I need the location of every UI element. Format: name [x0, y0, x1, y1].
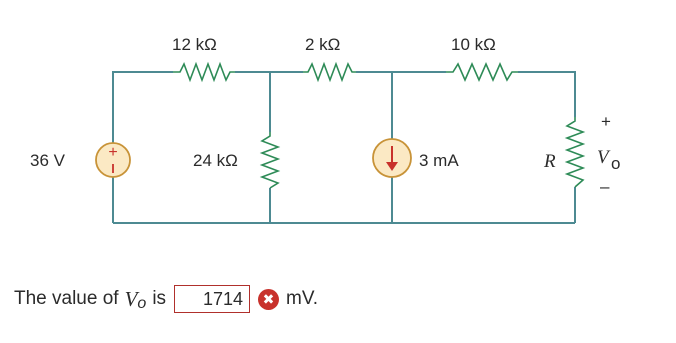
answer-line	[14, 282, 318, 316]
label-r-top-left: 12 kΩ	[172, 35, 217, 54]
label-r-top-right: 10 kΩ	[451, 35, 496, 54]
answer-symbol-sub: o	[137, 295, 147, 312]
answer-symbol: V	[124, 286, 138, 311]
resistor-R	[567, 117, 583, 187]
label-r-shunt: 24 kΩ	[193, 151, 238, 170]
label-r-top-mid: 2 kΩ	[305, 35, 341, 54]
answer-prompt: The value of	[14, 288, 119, 309]
resistor-24k	[262, 132, 278, 188]
resistor-10k	[446, 64, 518, 80]
answer-unit: mV.	[286, 288, 319, 309]
output-minus: –	[600, 177, 610, 196]
wire-top-right	[518, 72, 575, 117]
voltage-source-plus: +	[108, 144, 118, 161]
output-plus: +	[601, 112, 611, 131]
output-v-sub: o	[611, 154, 621, 173]
resistor-12k	[173, 64, 235, 80]
x-circle-icon: ✖	[258, 289, 279, 310]
label-current-source: 3 mA	[419, 151, 459, 170]
label-load-resistor: R	[544, 151, 556, 172]
output-v: V	[597, 147, 609, 168]
answer-input[interactable]: 1714	[174, 285, 250, 313]
resistor-2k	[303, 64, 356, 80]
answer-is: is	[152, 288, 167, 309]
label-source-voltage: 36 V	[30, 151, 65, 170]
